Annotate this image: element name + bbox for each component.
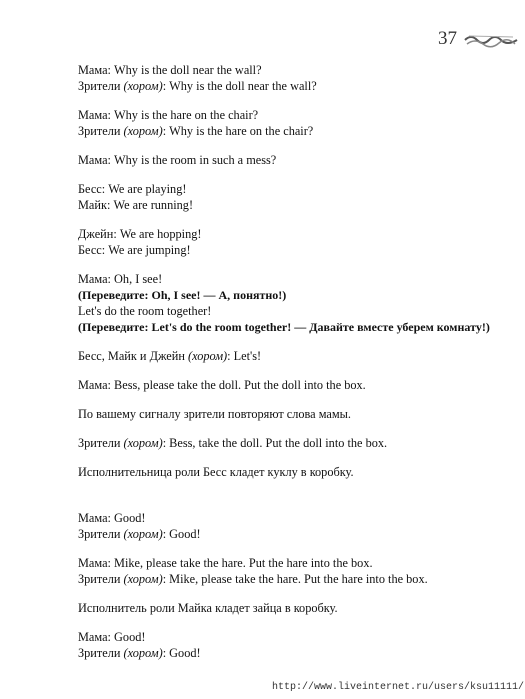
dialogue-line: Зрители (хором): Why is the hare on the chair? [78,124,314,138]
dialogue-line: Зрители (хором): Bess, take the doll. Put the doll into the box. [78,436,388,450]
stage-direction: Исполнитель роли Майка кладет зайца в коробку. [78,601,338,615]
dialogue-line: Let's do the room together! [78,304,212,318]
dialogue-line: Бесс: We are playing! [78,182,187,196]
translation-note: (Переведите: Let's do the room together! — Давайте вместе уберем комнату!) [78,320,490,334]
stage-direction: По вашему сигналу зрители повторяют слова мамы. [78,407,351,421]
dialogue-line: Бесс: We are jumping! [78,243,191,257]
dialogue-line: Зрители (хором): Good! [78,646,201,660]
footer-url: http://www.liveinternet.ru/users/ksu11111/ [272,682,525,693]
dialogue-line: Мама: Good! [78,630,146,644]
dialogue-line: Мама: Mike, please take the hare. Put the hare into the box. [78,556,373,570]
dialogue-line: Зрители (хором): Mike, please take the hare. Put the hare into the box. [78,572,428,586]
page-number: 37 [438,28,457,49]
dialogue-line: Джейн: We are hopping! [78,227,202,241]
stage-direction: Исполнительница роли Бесс кладет куклу в коробку. [78,465,354,479]
script-text [78,62,498,661]
dialogue-line: Мама: Why is the doll near the wall? [78,63,262,77]
dialogue-line: Мама: Oh, I see! [78,272,163,286]
dialogue-line: Зрители (хором): Good! [78,527,201,541]
dialogue-line: Бесс, Майк и Джейн (хором): Let's! [78,349,262,363]
decorative-scribble [463,32,519,48]
dialogue-line: Майк: We are running! [78,198,194,212]
dialogue-line: Мама: Why is the room in such a mess? [78,153,277,167]
dialogue-line: Мама: Good! [78,511,146,525]
dialogue-line: Мама: Why is the hare on the chair? [78,108,259,122]
dialogue-line: Мама: Bess, please take the doll. Put the doll into the box. [78,378,366,392]
translation-note: (Переведите: Oh, I see! — А, понятно!) [78,288,287,302]
dialogue-line: Зрители (хором): Why is the doll near the wall? [78,79,317,93]
